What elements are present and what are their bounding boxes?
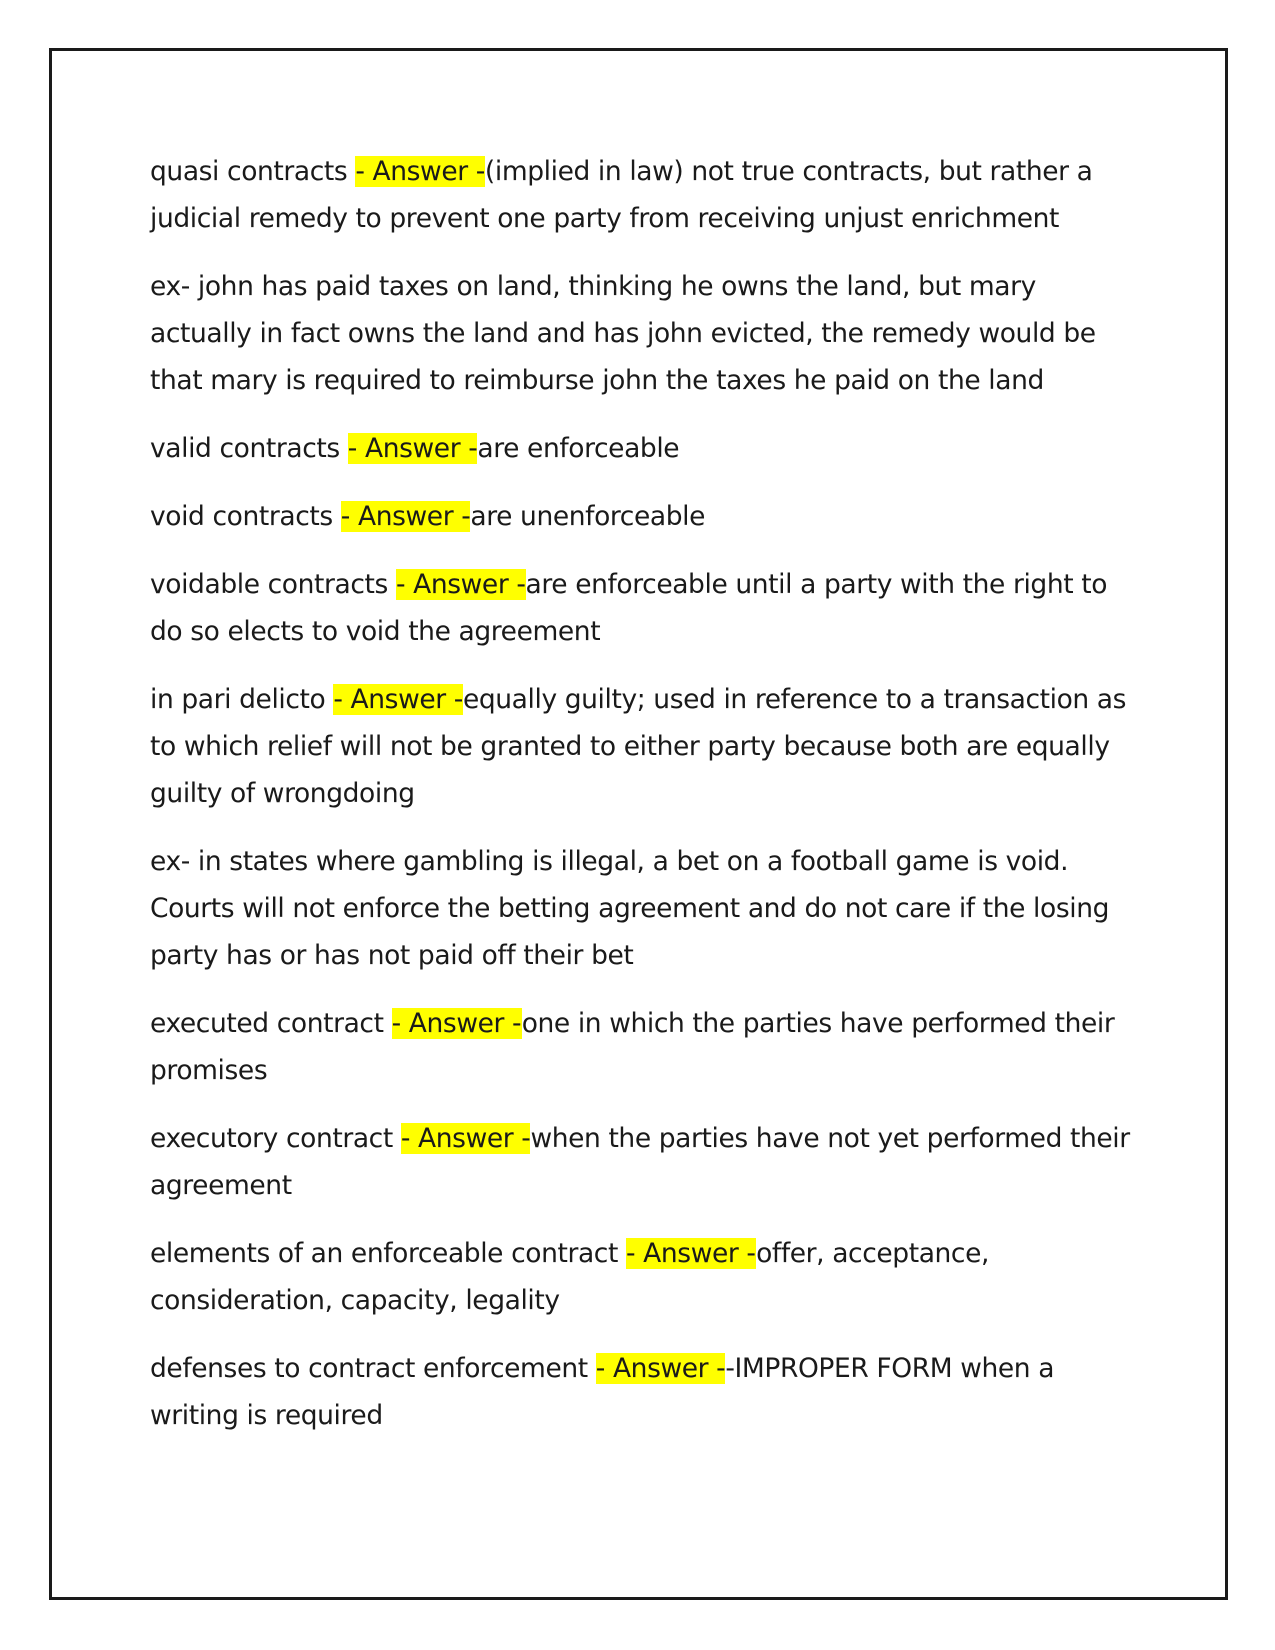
answer-highlight: - Answer - [340,501,471,532]
entry-void-contracts [150,493,1140,540]
term: valid contracts [150,433,348,464]
answer-highlight: - Answer - [391,1008,522,1039]
entry-in-pari-delicto [150,676,1140,817]
definition: equally guilty; used in reference to a transaction as to which relief will not be granted to either party because both are equally guilty of wrongdoing [150,684,1127,809]
definition: are enforceable [477,433,680,464]
example-note [150,263,1140,404]
term: void contracts [150,501,341,532]
entry-valid-contracts [150,425,1140,472]
answer-highlight: - Answer - [400,1123,531,1154]
note-text: ex- john has paid taxes on land, thinking he owns the land, but mary actually in fact owns the land and has john evicted, the remedy would be that mary is required to reimburse john the taxes he paid on the land [150,271,1096,396]
definition: one in which the parties have performed their promises [150,1008,1115,1086]
term: executory contract [150,1123,401,1154]
answer-highlight: - Answer - [395,569,526,600]
entry-voidable-contracts [150,561,1140,655]
example-note [150,838,1140,979]
term: elements of an enforceable contract [150,1238,626,1269]
answer-highlight: - Answer - [347,433,478,464]
note-text: ex- in states where gambling is illegal, a bet on a football game is void. Courts will not enforce the betting agreement and do not care if the losing party has or has not paid off their bet [150,846,1110,971]
entry-quasi-contracts [150,148,1140,242]
term: defenses to contract enforcement [150,1353,596,1384]
definition: when the parties have not yet performed their agreement [150,1123,1130,1201]
answer-highlight: - Answer - [595,1353,726,1384]
definition: are enforceable until a party with the right to do so elects to void the agreement [150,569,1108,647]
definition: offer, acceptance, consideration, capacity, legality [150,1238,990,1316]
definition: -IMPROPER FORM when a writing is required [150,1353,1055,1431]
term: executed contract [150,1008,392,1039]
entry-executory-contract [150,1115,1140,1209]
entry-executed-contract [150,1000,1140,1094]
definition: (implied in law) not true contracts, but rather a judicial remedy to prevent one party from receiving unjust enrichment [150,156,1093,234]
entry-elements-enforceable-contract [150,1230,1140,1324]
document-body [150,148,1140,1460]
answer-highlight: - Answer - [333,684,463,715]
term: in pari delicto [150,684,334,715]
term: quasi contracts [150,156,356,187]
term: voidable contracts [150,569,396,600]
definition: are unenforceable [470,501,705,532]
answer-highlight: - Answer - [626,1238,757,1269]
entry-defenses-contract-enforcement [150,1345,1140,1439]
answer-highlight: - Answer - [355,156,485,187]
